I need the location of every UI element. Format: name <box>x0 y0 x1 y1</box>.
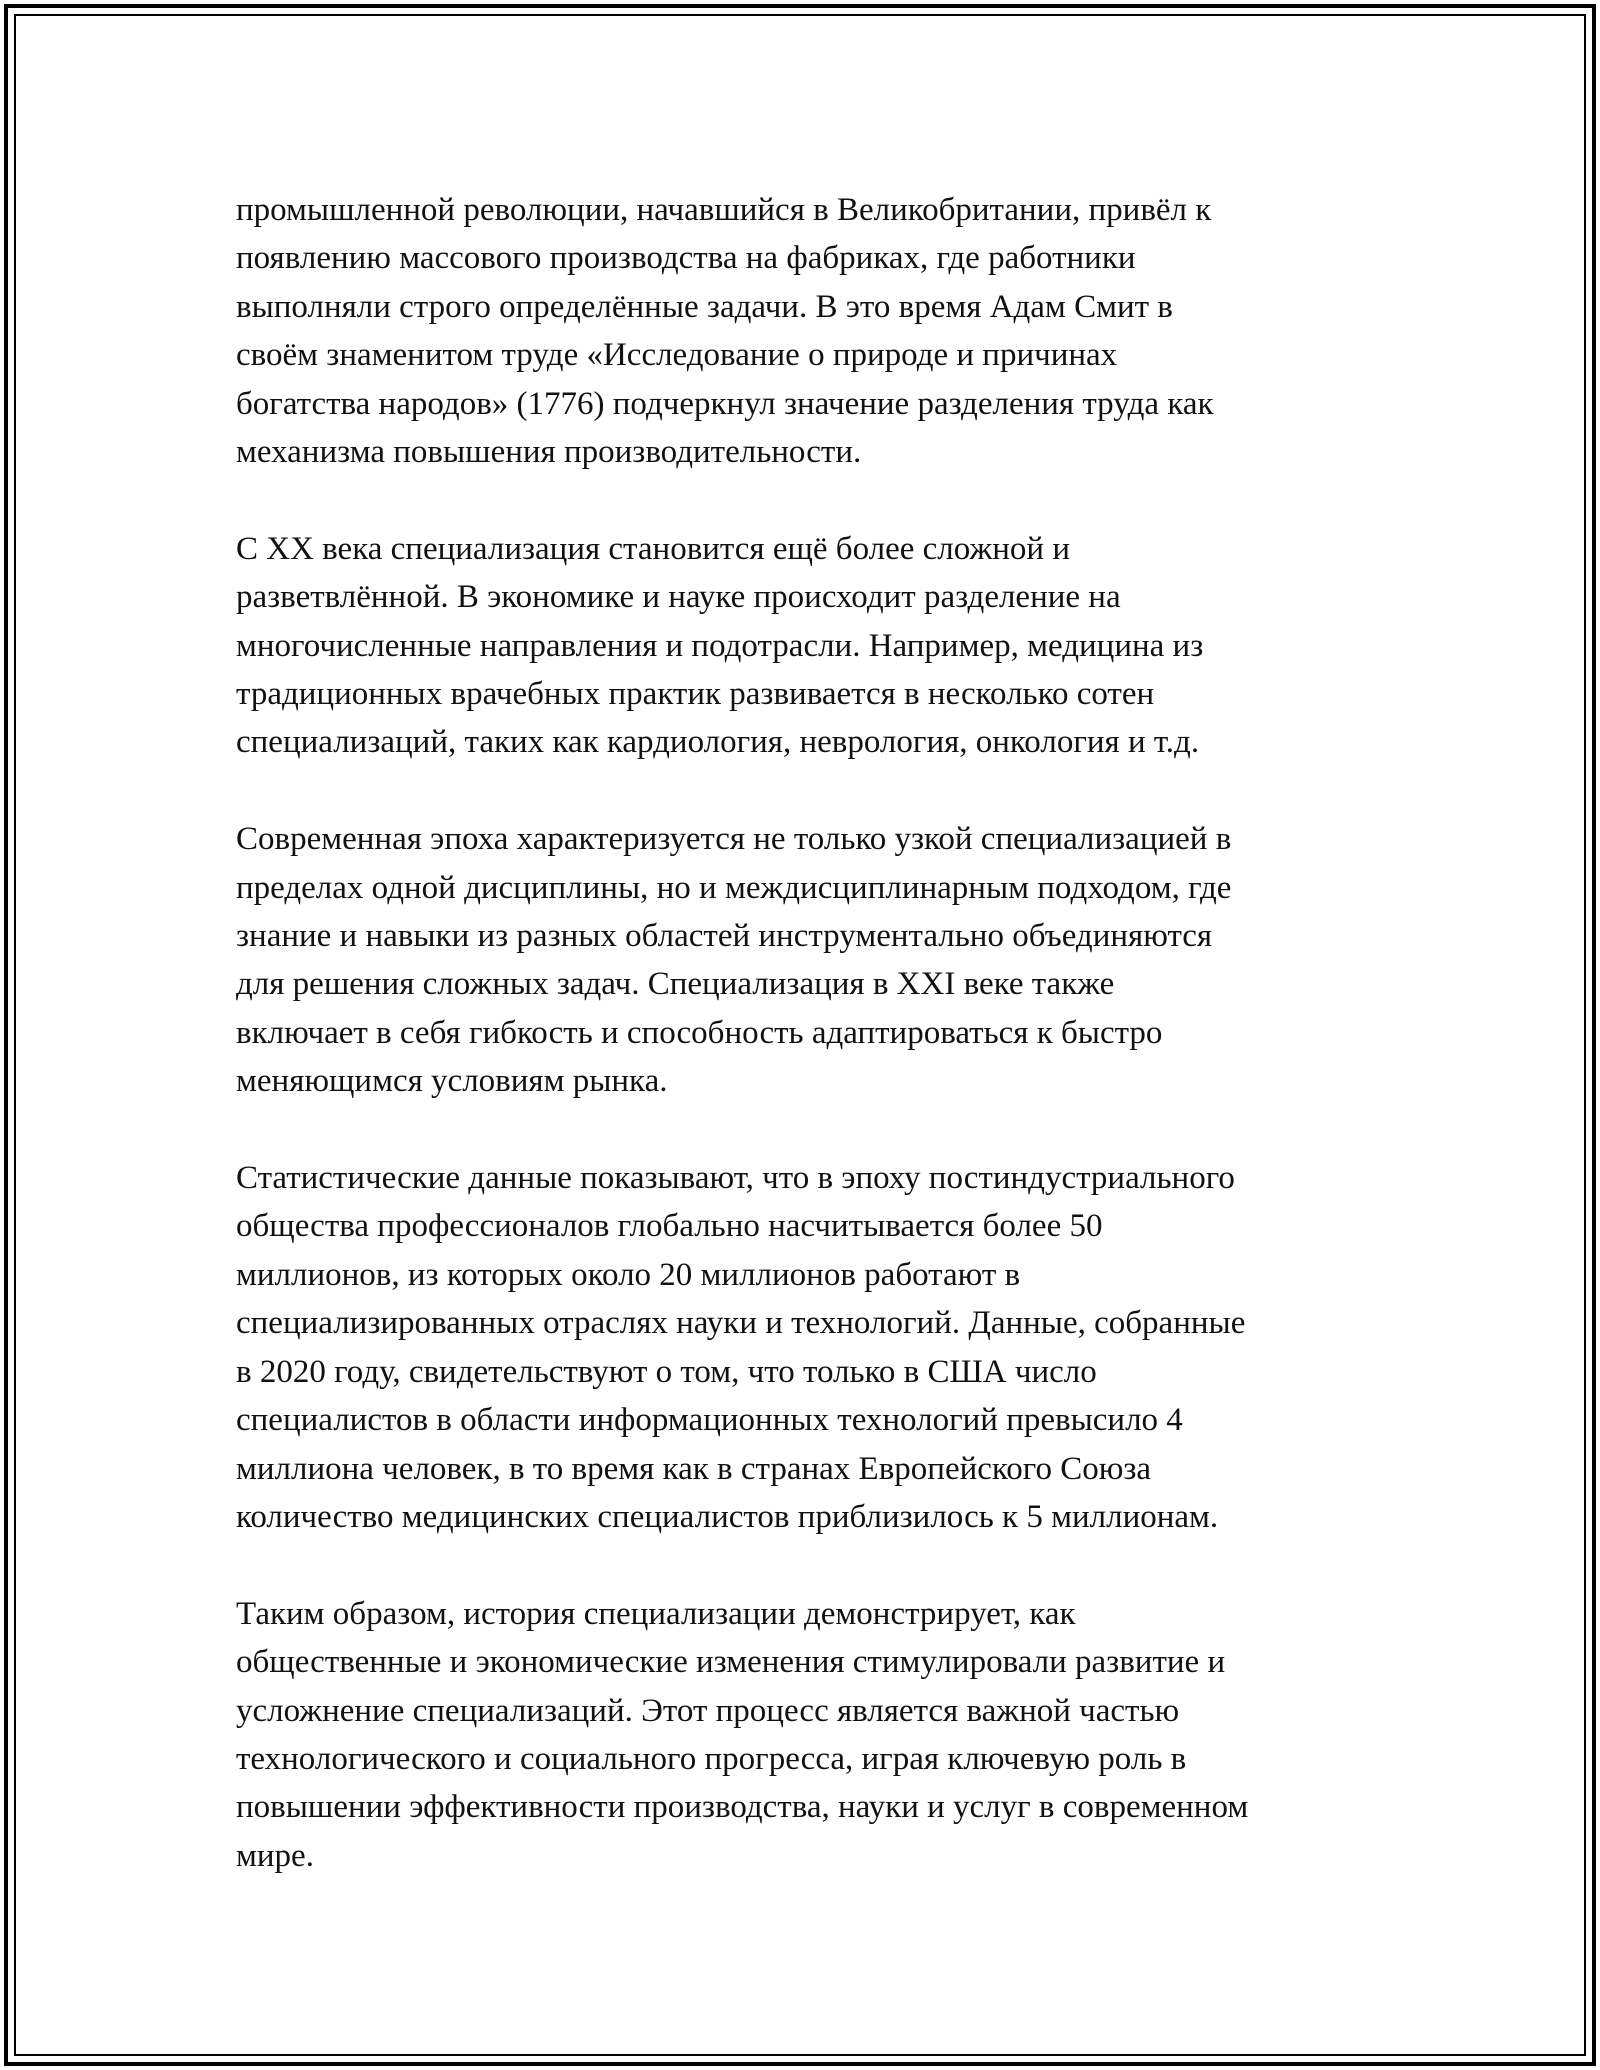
text-line: С XX века специализация становится ещё более сложной и <box>236 530 1070 567</box>
text-line: Статистические данные показывают, что в эпоху постиндустриального <box>236 1160 1235 1197</box>
paragraph-modern-era <box>236 815 1396 1105</box>
text-line: Таким образом, история специализации демонстрирует, как <box>236 1595 1076 1632</box>
text-line: общества профессионалов глобально насчитывается более 50 <box>236 1208 1103 1245</box>
text-line: Современная эпоха характеризуется не только узкой специализацией в <box>236 821 1232 858</box>
paragraph-conclusion <box>236 1590 1396 1880</box>
text-line: пределах одной дисциплины, но и междисциплинарным подходом, где <box>236 869 1232 906</box>
text-line: специалистов в области информационных технологий превысило 4 <box>236 1402 1183 1439</box>
text-line: количество медицинских специалистов приблизилось к 5 миллионам. <box>236 1498 1219 1535</box>
document-body <box>236 186 1396 1929</box>
text-line: миллионов, из которых около 20 миллионов работают в <box>236 1256 1021 1293</box>
text-line: появлению массового производства на фабриках, где работники <box>236 240 1136 277</box>
text-line: в 2020 году, свидетельствуют о том, что только в США число <box>236 1353 1097 1390</box>
text-line: промышленной революции, начавшийся в Великобритании, привёл к <box>236 192 1212 228</box>
text-line: механизма повышения производительности. <box>236 434 862 471</box>
text-line: традиционных врачебных практик развивается в несколько сотен <box>236 676 1155 713</box>
paragraph-industrial-revolution <box>236 186 1396 476</box>
text-line: специализированных отраслях науки и технологий. Данные, собранные <box>236 1305 1246 1342</box>
paragraph-twentieth-century <box>236 525 1396 767</box>
text-line: технологического и социального прогресса, играя ключевую роль в <box>236 1740 1187 1777</box>
text-line: для решения сложных задач. Специализация в XXI веке также <box>236 966 1115 1003</box>
paragraph-statistics <box>236 1154 1396 1541</box>
text-line: миллиона человек, в то время как в странах Европейского Союза <box>236 1450 1152 1487</box>
text-line: знание и навыки из разных областей инструментально объединяются <box>236 918 1213 955</box>
text-line: богатства народов» (1776) подчеркнул значение разделения труда как <box>236 385 1214 422</box>
text-line: усложнение специализаций. Этот процесс является важной частью <box>236 1692 1180 1729</box>
text-line: включает в себя гибкость и способность адаптироваться к быстро <box>236 1014 1163 1051</box>
text-line: своём знаменитом труде «Исследование о природе и причинах <box>236 337 1118 374</box>
text-line: специализаций, таких как кардиология, неврология, онкология и т.д. <box>236 724 1200 761</box>
text-line: выполняли строго определённые задачи. В это время Адам Смит в <box>236 288 1173 325</box>
text-line: многочисленные направления и подотрасли. Например, медицина из <box>236 627 1204 664</box>
text-line: общественные и экономические изменения стимулировали развитие и <box>236 1644 1226 1681</box>
text-line: мире. <box>236 1837 314 1874</box>
text-line: повышении эффективности производства, науки и услуг в современном <box>236 1789 1249 1826</box>
text-line: разветвлённой. В экономике и науке происходит разделение на <box>236 579 1121 616</box>
text-line: меняющимся условиям рынка. <box>236 1063 668 1100</box>
